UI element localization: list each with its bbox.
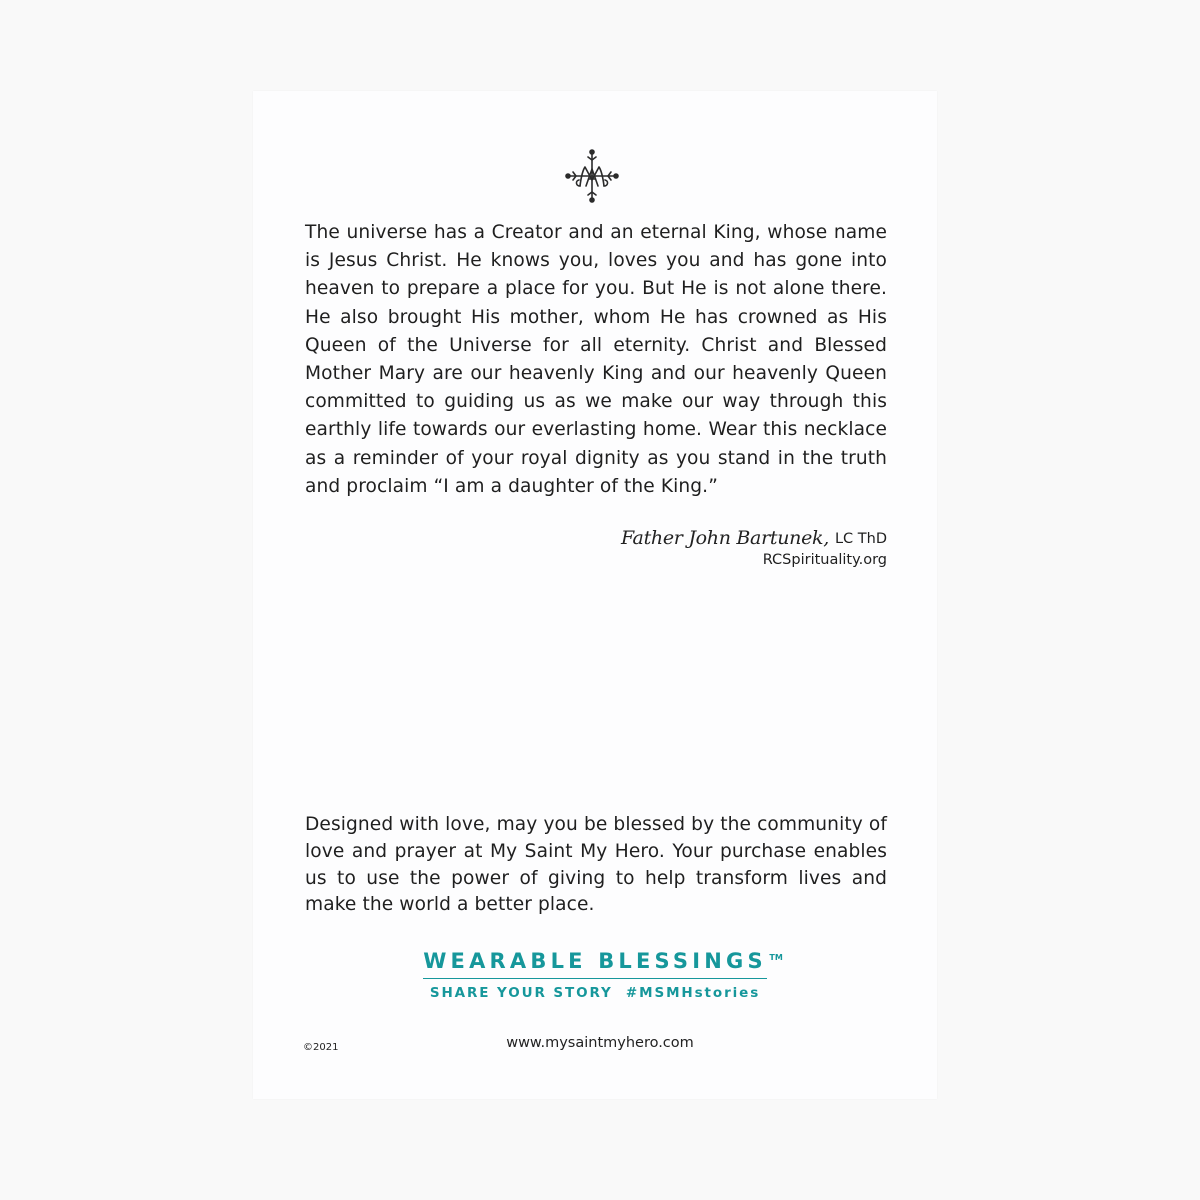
main-paragraph: The universe has a Creator and an eternal King, whose name is Jesus Christ. He knows you, loves you and has gone into heaven to prepare a place for you. But He is not alone there. He also brought His mother, whom He has crowned as His Queen of the Universe for all eternity. Christ and Blessed Mother Mary are our heavenly King and our heavenly Queen committed to guiding us as we make our way through this earthly life towards our everlasting home. Wear this necklace as a reminder of your royal dignity as you stand in the truth and proclaim “I am a daughter of the King.” xyxy=(305,222,887,497)
brand-title xyxy=(423,948,783,979)
closing-paragraph: Designed with love, may you be blessed by the community of love and prayer at My Saint My Hero. Your purchase enables us to use the power of giving to help transform lives and make the world a better place. xyxy=(305,814,887,916)
brand-block xyxy=(253,948,937,1003)
website-url: www.mysaintmyhero.com xyxy=(506,1035,694,1051)
trademark-mark: TM xyxy=(769,953,783,962)
signature-website: RCSpirituality.org xyxy=(762,552,887,568)
signature-line xyxy=(621,527,887,549)
signature-credentials: LC ThD xyxy=(834,531,887,547)
marian-monogram-icon xyxy=(564,148,620,204)
signature-name: Father John Bartunek, xyxy=(620,527,829,549)
copyright: ©2021 xyxy=(303,1042,339,1053)
signature-block xyxy=(621,527,887,571)
message-card xyxy=(253,91,937,1099)
brand-title-text: WEARABLE BLESSINGS xyxy=(423,949,767,973)
brand-tagline: SHARE YOUR STORY #MSMHstories xyxy=(429,985,761,1001)
